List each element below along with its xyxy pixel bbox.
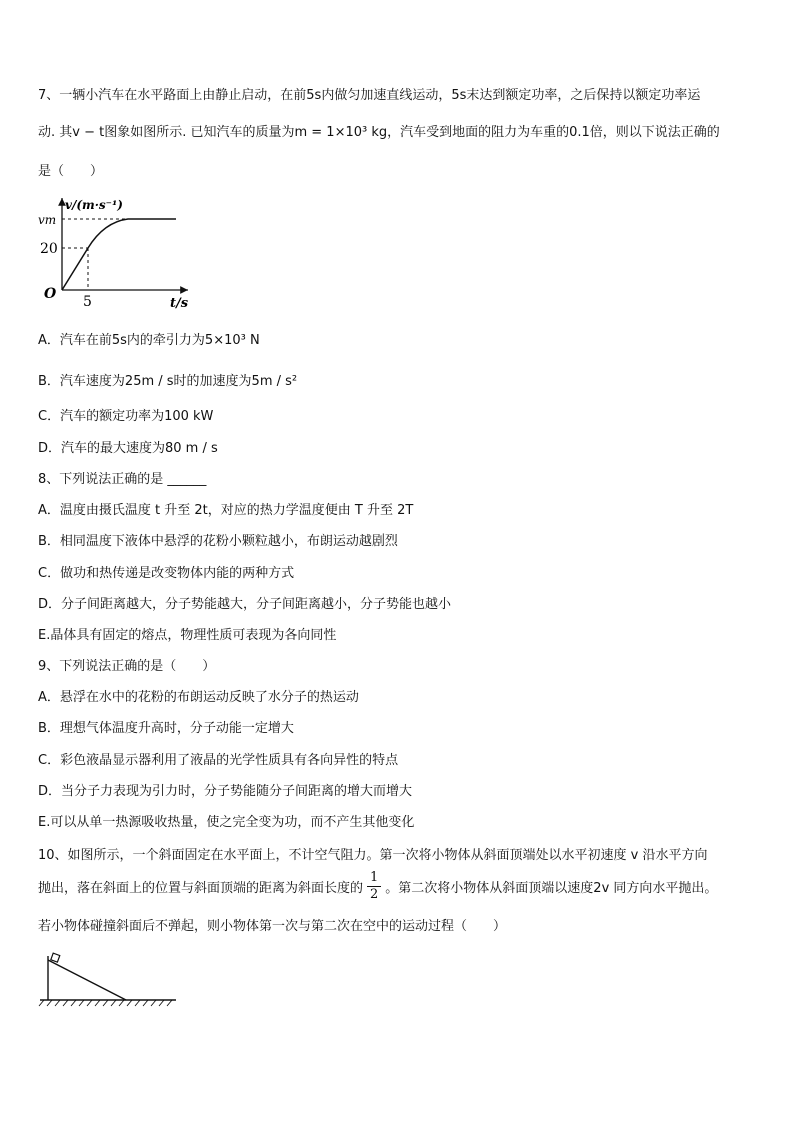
fraction-numerator: 1 <box>370 870 379 885</box>
small-object <box>51 953 60 962</box>
vt-graph <box>36 192 196 310</box>
q8-option-a: A．温度由摄氏温度 t 升至 2t，对应的热力学温度便由 T 升至 2T <box>38 503 414 518</box>
fraction-denominator: 2 <box>367 886 381 903</box>
tick-5-label: 5 <box>83 294 92 310</box>
q7-stem-line-3: 是（ ） <box>38 164 104 179</box>
velocity-curve <box>62 219 176 290</box>
q7-option-b: B．汽车速度为25m / s时的加速度为5m / s² <box>38 374 298 389</box>
q10-line-2-end: 。第二次将小物体从斜面顶端以速度2v 同方向水平抛出。 <box>385 881 718 896</box>
vm-label: vm <box>38 213 57 227</box>
q8-option-e: E.晶体具有固定的熔点，物理性质可表现为各向同性 <box>38 628 337 643</box>
q9-stem: 9、下列说法正确的是（ ） <box>38 659 216 674</box>
q7-stem-line-1: 7、一辆小汽车在水平路面上由静止启动，在前5s内做匀加速直线运动，5s末达到额定功率，之后保持以额定功率运 <box>38 88 701 103</box>
q8-option-b: B．相同温度下液体中悬浮的花粉小颗粒越小，布朗运动越剧烈 <box>38 534 398 549</box>
q9-option-c: C．彩色液晶显示器利用了液晶的光学性质具有各向异性的特点 <box>38 753 399 768</box>
q8-stem: 8、下列说法正确的是 ______ <box>38 472 207 487</box>
tick-20-label: 20 <box>40 241 58 257</box>
q10-stem-line-2 <box>38 870 717 903</box>
q10-line-2-start: 抛出，落在斜面上的位置与斜面顶端的距离为斜面长度的 <box>38 881 364 896</box>
q9-option-b: B．理想气体温度升高时，分子动能一定增大 <box>38 721 294 736</box>
q8-option-d: D．分子间距离越大，分子势能越大，分子间距离越小，分子势能也越小 <box>38 597 452 612</box>
x-axis-label: t/s <box>170 296 189 310</box>
incline-figure <box>36 950 180 1012</box>
incline-slope <box>48 960 126 1000</box>
y-axis-label: v/(m·s⁻¹) <box>65 198 123 212</box>
q7-option-d: D．汽车的最大速度为80 m / s <box>38 441 218 456</box>
q7-option-a: A．汽车在前5s内的牵引力为5×10³ N <box>38 333 260 348</box>
q9-option-d: D．当分子力表现为引力时，分子势能随分子间距离的增大而增大 <box>38 784 413 799</box>
ground-hatching <box>39 1000 172 1006</box>
q9-option-e: E.可以从单一热源吸收热量，使之完全变为功，而不产生其他变化 <box>38 815 415 830</box>
q10-stem-line-1: 10、如图所示，一个斜面固定在水平面上，不计空气阻力。第一次将小物体从斜面顶端处以水平初速度 v 沿水平方向 <box>38 848 708 863</box>
q7-option-c: C．汽车的额定功率为100 kW <box>38 409 214 424</box>
q9-option-a: A．悬浮在水中的花粉的布朗运动反映了水分子的热运动 <box>38 690 359 705</box>
q8-option-c: C．做功和热传递是改变物体内能的两种方式 <box>38 566 295 581</box>
origin-label: O <box>44 286 57 302</box>
fraction-one-half <box>367 870 381 903</box>
q10-stem-line-3: 若小物体碰撞斜面后不弹起，则小物体第一次与第二次在空中的运动过程（ ） <box>38 919 507 934</box>
q7-stem-line-2: 动. 其v − t图象如图所示. 已知汽车的质量为m = 1×10³ kg，汽车受到地面的阻力为车重的0.1倍，则以下说法正确的 <box>38 125 720 140</box>
